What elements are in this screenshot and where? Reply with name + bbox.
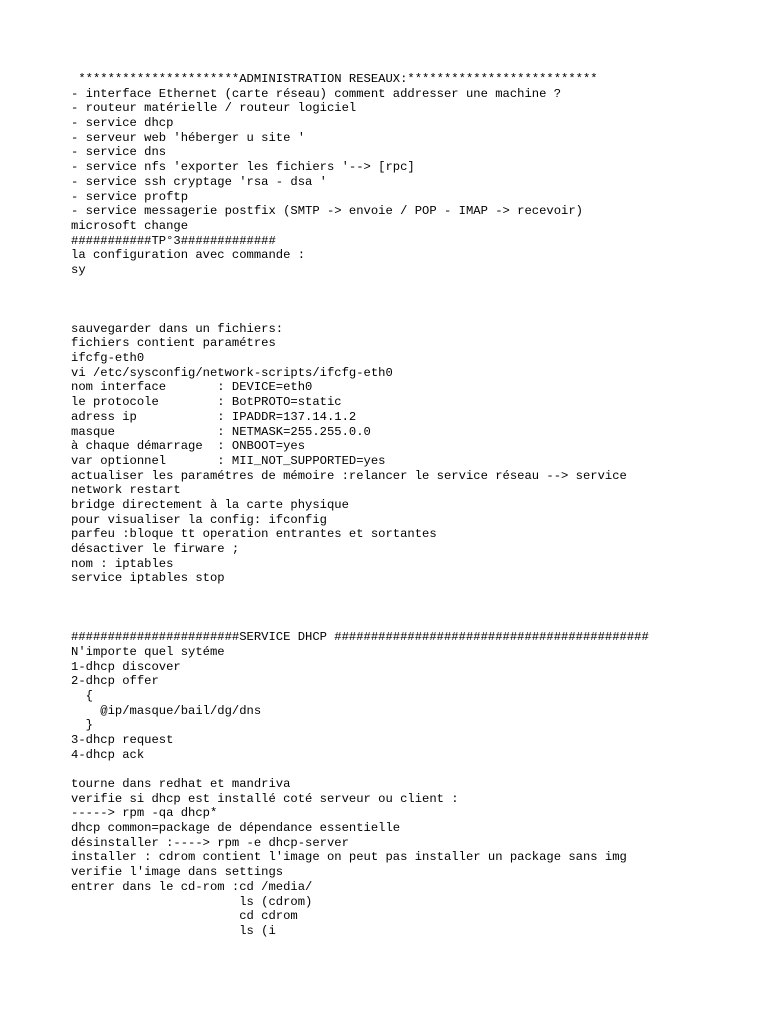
text-line: 1-dhcp discover xyxy=(71,659,181,674)
text-line: **********************ADMINISTRATION RESEAUX:************************** xyxy=(71,72,598,86)
text-line xyxy=(71,278,761,293)
text-line: fichiers contient paramétres xyxy=(71,336,276,351)
text-line: à chaque démarrage : ONBOOT=yes xyxy=(71,439,306,454)
text-line: verifie si dhcp est installé coté serveur ou client : xyxy=(71,791,459,806)
text-line: le protocole : BotPROTO=static xyxy=(71,395,342,410)
text-line: ls (cdrom) xyxy=(71,894,313,909)
text-line: - serveur web 'héberger u site ' xyxy=(71,130,306,145)
text-line: 4-dhcp ack xyxy=(71,747,145,762)
text-line: vi /etc/sysconfig/network-scripts/ifcfg-eth0 xyxy=(71,365,393,380)
text-line: - service messagerie postfix (SMTP -> envoie / POP - IMAP -> recevoir) xyxy=(71,204,583,219)
text-line: service iptables stop xyxy=(71,571,225,586)
text-line: -----> rpm -qa dhcp* xyxy=(71,806,218,821)
text-line: la configuration avec commande : xyxy=(71,248,306,263)
text-line: cd cdrom xyxy=(71,909,298,924)
text-line: parfeu :bloque tt operation entrantes et sortantes xyxy=(71,527,437,542)
text-line: désinstaller :----> rpm -e dhcp-server xyxy=(71,835,349,850)
text-line: var optionnel : MII_NOT_SUPPORTED=yes xyxy=(71,453,386,468)
document-page xyxy=(71,72,761,939)
text-line: actualiser les paramétres de mémoire :relancer le service réseau --> service xyxy=(71,468,627,483)
text-line: { xyxy=(71,688,93,703)
text-line xyxy=(71,307,761,322)
text-line: network restart xyxy=(71,483,181,498)
text-line: microsoft change xyxy=(71,218,189,233)
text-line xyxy=(71,762,761,777)
text-line: #######################SERVICE DHCP ########################################### xyxy=(71,630,649,645)
text-line: entrer dans le cd-rom :cd /media/ xyxy=(71,879,313,894)
text-line: - service dhcp xyxy=(71,116,174,131)
text-line: 3-dhcp request xyxy=(71,732,174,747)
text-line: } xyxy=(71,718,93,733)
text-line: verifie l'image dans settings xyxy=(71,865,284,880)
text-line: dhcp common=package de dépendance essentielle xyxy=(71,821,401,836)
text-line xyxy=(71,615,761,630)
text-line: bridge directement à la carte physique xyxy=(71,497,349,512)
text-line: - interface Ethernet (carte réseau) comment addresser une machine ? xyxy=(71,86,562,101)
text-line: adress ip : IPADDR=137.14.1.2 xyxy=(71,409,357,424)
text-line: sy xyxy=(71,262,86,277)
text-line: nom interface : DEVICE=eth0 xyxy=(71,380,313,395)
text-line: ###########TP°3############# xyxy=(71,233,276,248)
text-line: nom : iptables xyxy=(71,556,174,571)
text-line: installer : cdrom contient l'image on peut pas installer un package sans img xyxy=(71,850,627,865)
text-line: désactiver le firware ; xyxy=(71,542,240,556)
text-line: - service dns xyxy=(71,145,167,160)
text-line: pour visualiser la config: ifconfig xyxy=(71,512,327,527)
text-line: sauvegarder dans un fichiers: xyxy=(71,321,284,336)
text-line xyxy=(71,601,761,616)
text-line: ls (i xyxy=(71,923,276,938)
text-line: tourne dans redhat et mandriva xyxy=(71,777,291,791)
text-line xyxy=(71,292,761,307)
text-line: masque : NETMASK=255.255.0.0 xyxy=(71,424,371,439)
text-line: ifcfg-eth0 xyxy=(71,351,145,366)
text-line: - service nfs 'exporter les fichiers '--> [rpc] xyxy=(71,160,415,175)
text-line xyxy=(71,586,761,601)
text-line: - service proftp xyxy=(71,189,189,204)
text-line: - service ssh cryptage 'rsa - dsa ' xyxy=(71,174,327,189)
text-line: 2-dhcp offer xyxy=(71,674,159,689)
text-line: N'importe quel sytéme xyxy=(71,644,225,659)
text-line: - routeur matérielle / routeur logiciel xyxy=(71,101,357,116)
text-line: @ip/masque/bail/dg/dns xyxy=(71,703,262,718)
